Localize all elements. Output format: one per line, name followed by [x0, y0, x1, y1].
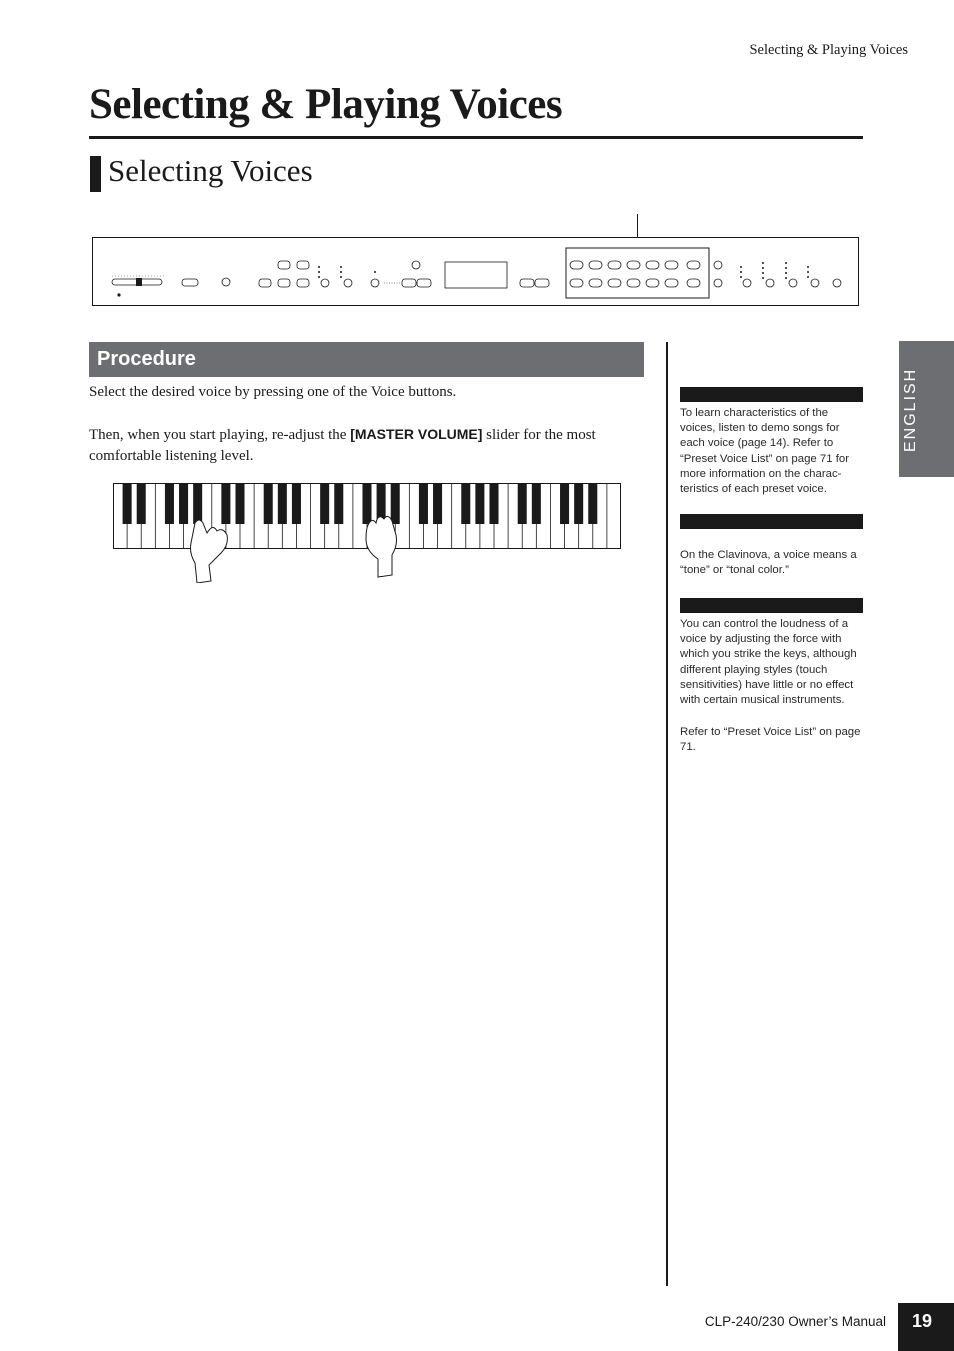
running-header: Selecting & Playing Voices — [749, 42, 908, 58]
step-2-tail: slider for the most comfortable listening level. — [89, 427, 596, 464]
sidebar-rule — [666, 342, 668, 1286]
black-key — [391, 483, 400, 524]
black-key — [320, 483, 329, 524]
black-key — [264, 483, 273, 524]
sidebar-note-3: You can control the loudness of a voice by adjusting the force with which you strike the keys, although different playing styles (touch sensitivities) have little or no effect with certain musical instruments. — [680, 618, 857, 707]
chapter-title: Selecting & Playing Voices — [89, 81, 563, 128]
step-2-lead: Then, when you start playing, re-adjust the — [89, 427, 351, 443]
page-number: 19 — [911, 1311, 933, 1331]
control-panel-illustration — [92, 237, 859, 306]
black-key — [560, 483, 569, 524]
black-key — [588, 483, 597, 524]
black-key — [419, 483, 428, 524]
black-key — [193, 483, 202, 524]
black-key — [292, 483, 301, 524]
black-key — [235, 483, 244, 524]
footer-manual-title: CLP-240/230 Owner’s Manual — [704, 1314, 886, 1329]
sidebar-note-1: To learn characteristics of the voices, listen to demo songs for each voice (page 14). Refer to “Preset Voice List” on page 71 for more information on the charac-teristics of each preset voice. — [680, 407, 850, 496]
note-bar-1 — [680, 387, 863, 402]
black-key — [278, 483, 287, 524]
black-key — [179, 483, 188, 524]
procedure-step-2 — [89, 424, 649, 467]
master-volume-control-label: [MASTER VOLUME] — [350, 426, 483, 442]
sidebar-note-2: On the Clavinova, a voice means a “tone” or “tonal color.” — [680, 549, 857, 577]
black-key — [518, 483, 527, 524]
sidebar-note-3-ref: Refer to “Preset Voice List” on page 71. — [680, 726, 861, 754]
black-key — [137, 483, 146, 524]
black-key — [489, 483, 498, 524]
note-bar-2 — [680, 514, 863, 529]
black-key — [461, 483, 470, 524]
section-title: Selecting Voices — [108, 153, 313, 188]
note-bar-3 — [680, 598, 863, 613]
black-key — [123, 483, 132, 524]
procedure-step-1: Select the desired voice by pressing one of the Voice buttons. — [89, 384, 457, 400]
chapter-rule — [89, 136, 863, 139]
black-key — [362, 483, 371, 524]
keyboard-illustration — [113, 483, 621, 583]
black-key — [574, 483, 583, 524]
black-key — [475, 483, 484, 524]
black-key — [165, 483, 174, 524]
black-key — [334, 483, 343, 524]
language-tab-label: ENGLISH — [902, 367, 919, 452]
section-marker — [90, 156, 101, 192]
black-key — [221, 483, 230, 524]
black-key — [433, 483, 442, 524]
black-key — [532, 483, 541, 524]
procedure-heading: Procedure — [97, 348, 196, 370]
